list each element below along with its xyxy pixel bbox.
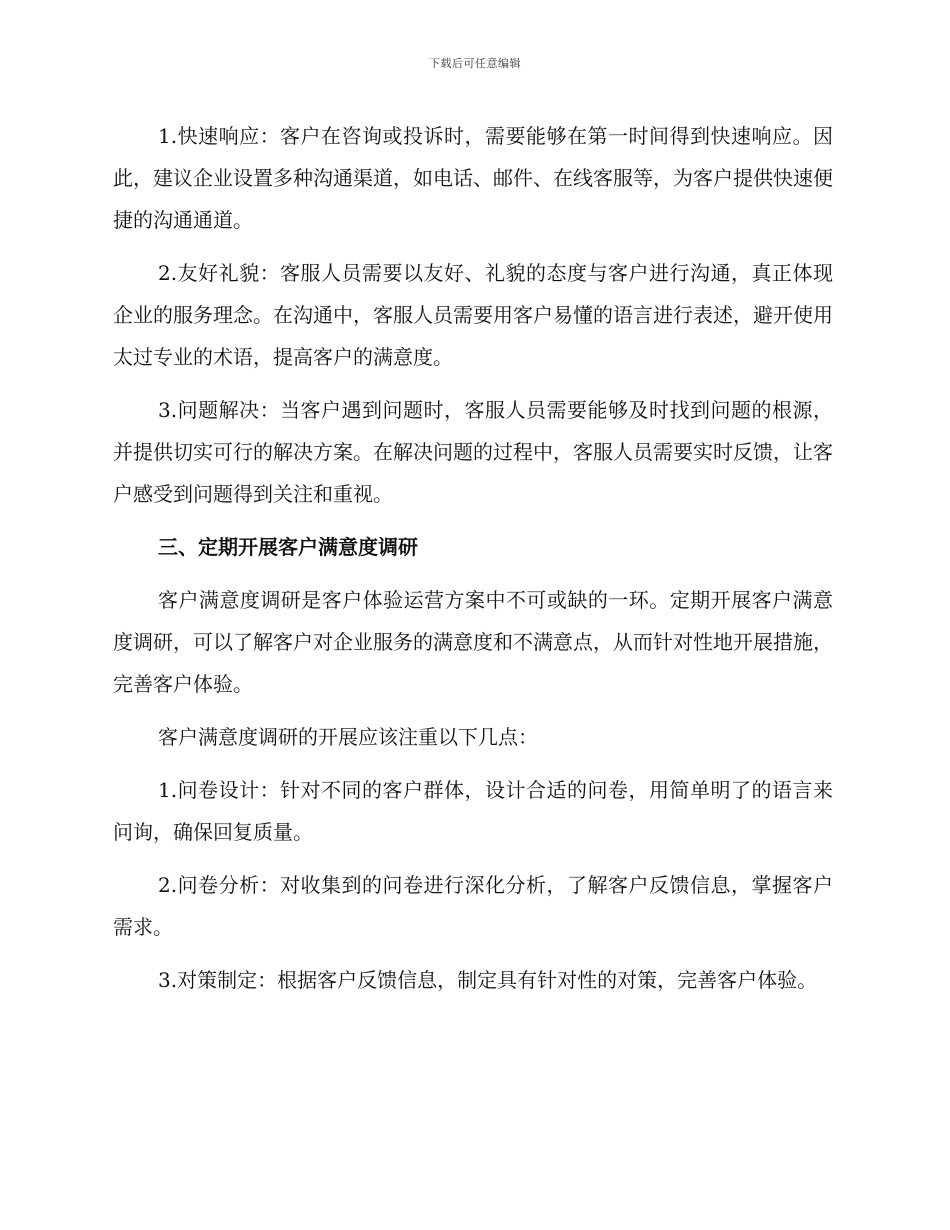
- paragraph-countermeasure: 3.对策制定：根据客户反馈信息，制定具有针对性的对策，完善客户体验。: [158, 968, 818, 992]
- paragraph-survey-intro: 客户满意度调研是客户体验运营方案中不可或缺的一环。定期开展客户满意度调研，可以了解客户对企业服务的满意度和不满意点，从而针对性地开展措施，完善客户体验。: [113, 588, 833, 696]
- page-header: 下载后可任意编辑: [429, 57, 521, 70]
- paragraph-questionnaire-design: 1.问卷设计：针对不同的客户群体，设计合适的问卷，用简单明了的语言来问询，确保回复质量。: [113, 778, 833, 844]
- paragraph-problem-solving: 3.问题解决：当客户遇到问题时，客服人员需要能够及时找到问题的根源，并提供切实可行的解决方案。在解决问题的过程中，客服人员需要实时反馈，让客户感受到问题得到关注和重视。: [113, 398, 833, 506]
- paragraph-friendly-polite: 2.友好礼貌：客服人员需要以友好、礼貌的态度与客户进行沟通，真正体现企业的服务理念。在沟通中，客服人员需要用客户易懂的语言进行表述，避开使用太过专业的术语，提高客户的满意度。: [113, 261, 833, 369]
- paragraph-quick-response: 1.快速响应：客户在咨询或投诉时，需要能够在第一时间得到快速响应。因此，建议企业设置多种沟通渠道，如电话、邮件、在线客服等，为客户提供快速便捷的沟通通道。: [113, 124, 833, 232]
- paragraph-survey-points-intro: 客户满意度调研的开展应该注重以下几点：: [158, 725, 538, 749]
- document-body: [113, 115, 833, 1012]
- section-heading-satisfaction-survey: 三、定期开展客户满意度调研: [158, 535, 418, 559]
- paragraph-questionnaire-analysis: 2.问卷分析：对收集到的问卷进行深化分析，了解客户反馈信息，掌握客户需求。: [113, 873, 833, 939]
